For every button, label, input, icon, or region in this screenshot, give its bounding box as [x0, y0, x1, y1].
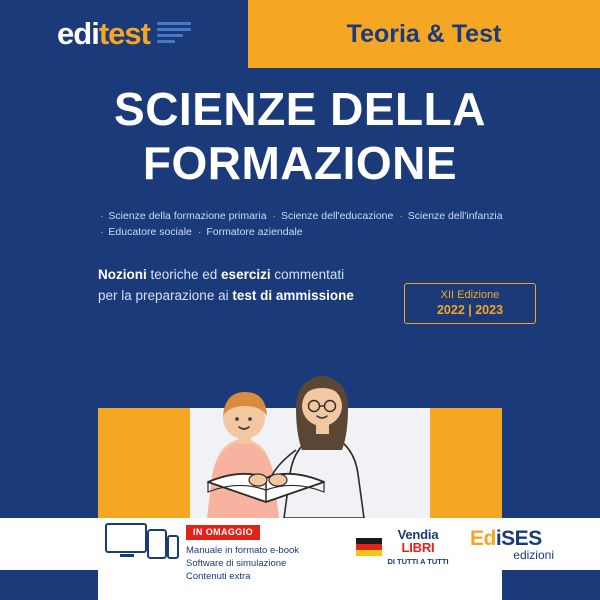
subject-item: Scienze della formazione primaria: [108, 210, 267, 222]
bullet-icon: ·: [272, 210, 277, 222]
logo-test-text: test: [98, 16, 150, 51]
edition-badge: [404, 283, 536, 324]
cover-main-panel: [0, 68, 600, 518]
bullet-icon: ·: [100, 226, 104, 238]
cover-illustration: [0, 330, 600, 518]
subject-item: Scienze dell'educazione: [281, 210, 394, 222]
brand-logo-area: [0, 0, 248, 68]
gift-badge: IN OMAGGIO: [186, 525, 260, 540]
page-title: [0, 82, 600, 190]
bullet-icon: ·: [399, 210, 403, 222]
cover-header: [0, 0, 600, 68]
editest-logo: [57, 16, 191, 52]
publisher-name-rest: iSES: [495, 527, 542, 550]
gift-item: Contenuti extra: [186, 571, 251, 582]
claim-text-mid: teoriche ed: [146, 267, 222, 282]
logo-bars-icon: [157, 22, 191, 46]
subject-item: Scienze dell'infanzia: [407, 210, 503, 222]
subject-row-1: [100, 208, 520, 224]
footer-accent-right: [502, 570, 600, 600]
publisher-name: [470, 529, 574, 549]
edition-years: 2022 | 2023: [436, 303, 504, 317]
gift-item: Manuale in formato e-book: [186, 545, 300, 556]
publisher-name-accent: Ed: [470, 527, 496, 550]
gift-item: Software di simulazione: [186, 558, 287, 569]
devices-icon: [104, 520, 180, 568]
edition-label: XII Edizione: [440, 289, 500, 301]
claim-strong-test: test di ammissione: [232, 288, 354, 303]
series-banner-label: Teoria & Test: [346, 19, 502, 48]
title-line-2: FORMAZIONE: [142, 137, 458, 189]
footer-accent-left: [0, 570, 98, 600]
claim-text: [98, 264, 398, 306]
claim-line2-start: per la preparazione ai: [98, 288, 233, 303]
bullet-icon: ·: [100, 210, 104, 222]
gift-item-list: [186, 544, 336, 583]
publisher-logo: [470, 529, 574, 562]
subject-item: Educatore sociale: [108, 226, 192, 238]
vendialibri-logo: [366, 528, 470, 566]
claim-line-1: [98, 264, 398, 285]
claim-strong-nozioni: Nozioni: [98, 267, 147, 282]
logo-edi-text: edi: [57, 16, 99, 51]
title-line-1: SCIENZE DELLA: [114, 83, 486, 135]
subject-item: Formatore aziendale: [206, 226, 303, 238]
vendialibri-word-1: Vendia: [397, 527, 439, 542]
claim-strong-esercizi: esercizi: [221, 267, 271, 282]
illustration-svg: [0, 330, 600, 518]
vendialibri-tagline: DI TUTTI A TUTTI: [387, 557, 449, 566]
gift-block: [186, 522, 336, 583]
publisher-subtitle: edizioni: [513, 548, 554, 562]
claim-text-end: commentati: [270, 267, 345, 282]
claim-line-2: [98, 285, 398, 306]
subject-list: [100, 208, 520, 240]
bullet-icon: ·: [197, 226, 202, 238]
subject-row-2: [100, 224, 520, 240]
series-banner: [248, 0, 600, 68]
vendialibri-word-2: LIBRI: [401, 540, 435, 555]
